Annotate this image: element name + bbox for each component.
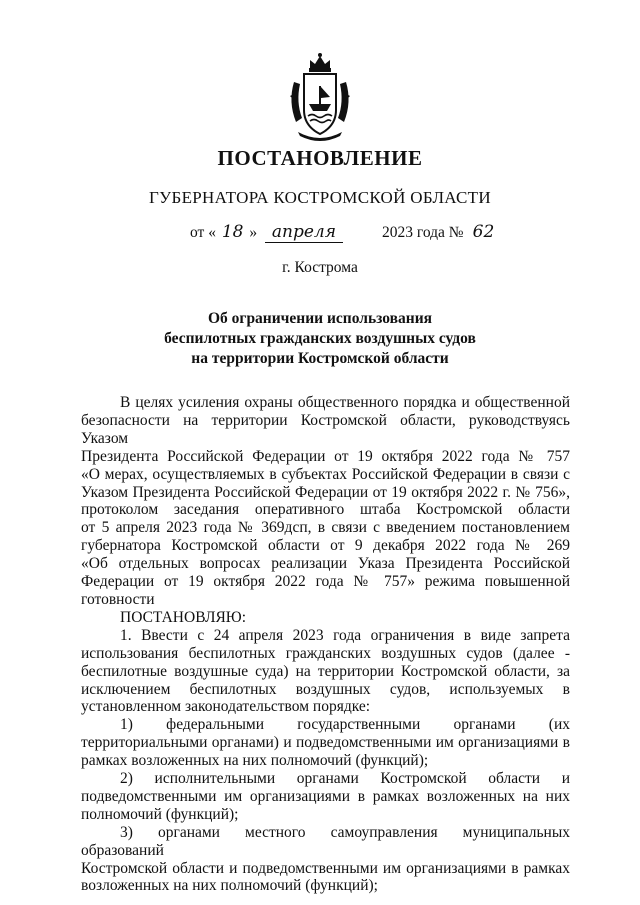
text-line: полномочий (функций); <box>81 805 239 823</box>
subitem-3-paragraph <box>81 824 570 896</box>
document-type-title: ПОСТАНОВЛЕНИЕ <box>217 146 423 170</box>
text-line: исключением беспилотных воздушных судов, используемых в <box>81 680 570 698</box>
text-line: безопасности на территории Костромской области, руководствуясь Указом <box>81 411 570 447</box>
text-line: 2) исполнительными органами Костромской области и <box>120 770 570 788</box>
city-label: г. Кострома <box>282 259 358 276</box>
date-day-handwritten: 18 <box>221 222 244 242</box>
preamble-paragraph <box>81 394 570 609</box>
document-subject <box>0 309 640 369</box>
decree-word: ПОСТАНОВЛЯЮ: <box>120 608 247 626</box>
item-1-paragraph <box>81 627 570 717</box>
subject-line: на территории Костромской области <box>191 350 449 367</box>
text-line: беспилотные воздушные суда) на территории Костромской области, за <box>81 662 570 680</box>
text-line: 1) федеральными государственными органами (их <box>120 716 570 734</box>
text-line: «Об отдельных вопросах реализации Указа Президента Российской <box>81 555 570 573</box>
text-line: готовности <box>81 590 155 608</box>
document-body <box>81 394 570 895</box>
text-line: рамках возложенных на них полномочий (функций); <box>81 752 429 770</box>
text-line: Президента Российской Федерации от 19 октября 2022 года № 757 <box>81 447 570 465</box>
text-line: В целях усиления охраны общественного порядка и общественной <box>120 394 570 411</box>
coat-of-arms-emblem <box>280 52 360 144</box>
subject-line: беспилотных гражданских воздушных судов <box>164 330 476 347</box>
subitem-1-paragraph <box>81 716 570 770</box>
year-number-line <box>382 222 499 242</box>
text-line: 3) органами местного самоуправления муниципальных образований <box>81 823 570 859</box>
text-line: Федерации от 19 октября 2022 года № 757» режима повышенной <box>81 573 570 591</box>
text-line: возложенных на них полномочий (функций); <box>81 877 378 895</box>
issuer-subtitle: ГУБЕРНАТОРА КОСТРОМСКОЙ ОБЛАСТИ <box>149 188 491 207</box>
date-prefix: от « <box>190 224 216 241</box>
text-line: губернатора Костромской области от 9 декабря 2022 года № 269 <box>81 537 570 555</box>
text-line: территориальными органами) и подведомственными им организациями в <box>81 734 570 752</box>
doc-number-handwritten: 62 <box>472 222 495 242</box>
text-line: протоколом заседания оперативного штаба Костромской области <box>81 501 570 519</box>
text-line: использования беспилотных гражданских воздушных судов (далее - <box>81 644 570 662</box>
text-line: от 5 апреля 2023 года № 369дсп, в связи с введением постановлением <box>81 519 570 537</box>
text-line: «О мерах, осуществляемых в субъектах Российской Федерации в связи с <box>81 465 570 483</box>
text-line: Указом Президента Российской Федерации от 19 октября 2022 г. № 756», <box>81 483 570 501</box>
text-line: Костромской области и подведомственными им организациями в рамках <box>81 859 570 877</box>
text-line: 1. Ввести с 24 апреля 2023 года ограничения в виде запрета <box>120 626 570 644</box>
subitem-2-paragraph <box>81 770 570 824</box>
date-mid: » <box>249 224 258 241</box>
subject-line: Об ограничении использования <box>207 310 433 327</box>
date-line <box>190 222 347 243</box>
date-year: 2023 года № <box>382 224 464 241</box>
text-line: установленном законодательством порядке: <box>81 698 371 716</box>
date-month-handwritten: апреля <box>265 222 343 243</box>
text-line: подведомственными им организациями в рамках возложенных на них <box>81 787 570 805</box>
